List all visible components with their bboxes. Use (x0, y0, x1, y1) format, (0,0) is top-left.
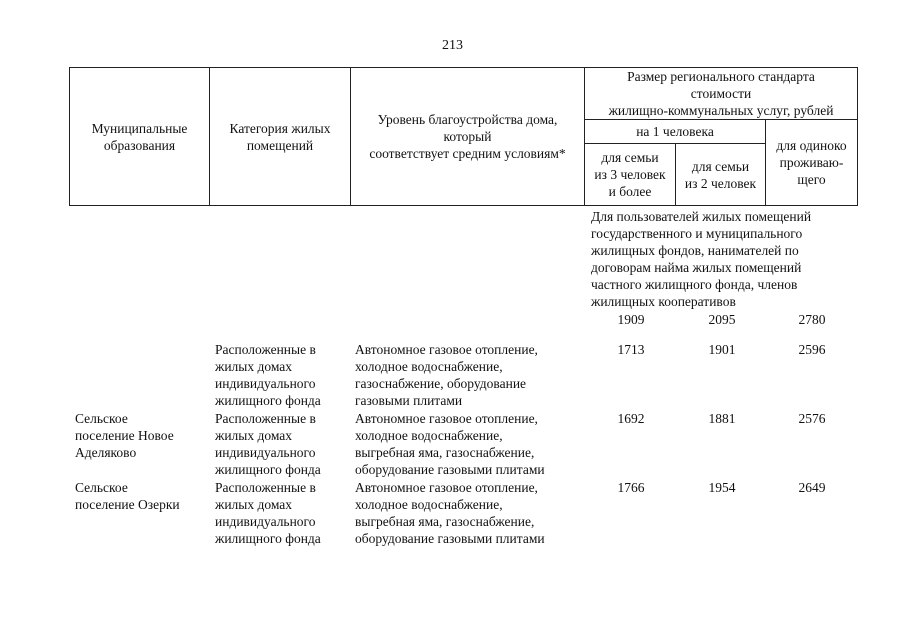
row-2-level: Автономное газовое отопление, холодное водоснабжение, выгребная яма, газоснабжение, оборудование газовыми плитами (355, 411, 545, 477)
header-family3: для семьи из 3 человек и более (585, 144, 676, 206)
row-3-value-family2: 1954 (708, 480, 736, 495)
row-2-category: Расположенные в жилых домах индивидуального жилищного фонда (215, 411, 321, 477)
summary-value-family2: 2095 (708, 312, 736, 327)
header-per-person: на 1 человека (585, 120, 766, 144)
row-3-value-single: 2649 (798, 480, 826, 495)
header-single: для одиноко проживаю- щего (766, 120, 858, 206)
header-category: Категория жилых помещений (210, 68, 351, 206)
table-header (69, 67, 858, 206)
row-1-value-family3: 1713 (617, 342, 645, 357)
row-2-value-family2: 1881 (708, 411, 736, 426)
header-family2: для семьи из 2 человек (676, 144, 766, 206)
header-municipality: Муниципальные образования (70, 68, 210, 206)
summary-value-family3: 1909 (617, 312, 645, 327)
row-1-category: Расположенные в жилых домах индивидуального жилищного фонда (215, 342, 321, 408)
row-3-municipality: Сельское поселение Озерки (75, 480, 180, 512)
row-1-value-family2: 1901 (708, 342, 736, 357)
row-3-category: Расположенные в жилых домах индивидуального жилищного фонда (215, 480, 321, 546)
users-note: Для пользователей жилых помещений государственного и муниципального жилищных фондов, нанимателей по договорам найма жилых помещений частного жилищного фонда, членов жилищных кооперативов (591, 209, 812, 309)
summary-value-single: 2780 (798, 312, 826, 327)
page-number: 213 (442, 38, 463, 53)
row-2-value-family3: 1692 (617, 411, 645, 426)
row-2-value-single: 2576 (798, 411, 826, 426)
header-standard: Размер регионального стандарта стоимости жилищно-коммунальных услуг, рублей (585, 68, 858, 120)
row-3-value-family3: 1766 (617, 480, 645, 495)
row-1-value-single: 2596 (798, 342, 826, 357)
header-level: Уровень благоустройства дома, который соответствует средним условиям* (351, 68, 585, 206)
row-2-municipality: Сельское поселение Новое Аделяково (75, 411, 174, 460)
row-3-level: Автономное газовое отопление, холодное водоснабжение, выгребная яма, газоснабжение, оборудование газовыми плитами (355, 480, 545, 546)
row-1-level: Автономное газовое отопление, холодное водоснабжение, газоснабжение, оборудование газовыми плитами (355, 342, 538, 408)
